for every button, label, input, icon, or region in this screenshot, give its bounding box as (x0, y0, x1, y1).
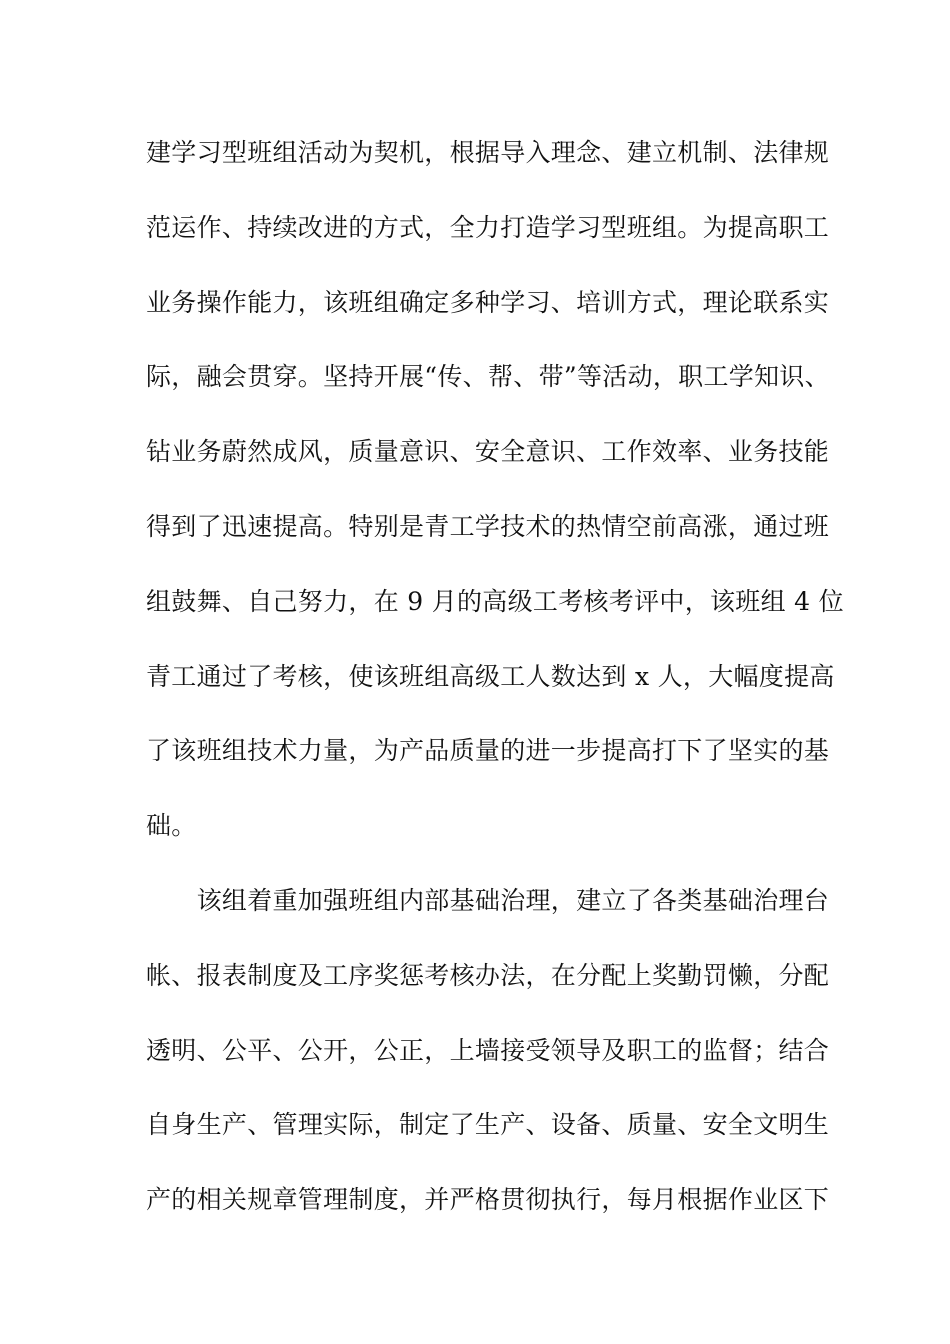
text-line-14: 自身生产、管理实际，制定了生产、设备、质量、安全文明生 (146, 1110, 830, 1140)
text-line-4: 际，融会贯穿。坚持开展“传、帮、带”等活动，职工学知识、 (146, 362, 830, 392)
text-line-12: 帐、报表制度及工序奖惩考核办法，在分配上奖勤罚懒，分配 (146, 960, 830, 990)
text-line-15: 产的相关规章管理制度，并严格贯彻执行，每月根据作业区下 (146, 1185, 830, 1215)
text-line-5: 钻业务蔚然成风，质量意识、安全意识、工作效率、业务技能 (146, 437, 830, 467)
text-line-11: 该组着重加强班组内部基础治理，建立了各类基础治理台 (146, 885, 830, 915)
text-line-13: 透明、公平、公开，公正，上墙接受领导及职工的监督；结合 (146, 1035, 830, 1065)
text-line-6: 得到了迅速提高。特别是青工学技术的热情空前高涨，通过班 (146, 511, 830, 541)
body-text (146, 128, 844, 1250)
text-line-2: 范运作、持续改进的方式，全力打造学习型班组。为提高职工 (146, 212, 830, 242)
text-line-7: 组鼓舞、自己努力，在 9 月的高级工考核考评中，该班组 4 位 (146, 586, 844, 616)
text-line-8: 青工通过了考核，使该班组高级工人数达到 x 人，大幅度提高 (146, 661, 835, 691)
text-line-3: 业务操作能力，该班组确定多种学习、培训方式，理论联系实 (146, 287, 830, 317)
text-line-9: 了该班组技术力量，为产品质量的进一步提高打下了坚实的基 (146, 736, 830, 766)
text-line-10: 础。 (146, 811, 197, 841)
text-line-1: 建学习型班组活动为契机，根据导入理念、建立机制、法律规 (146, 138, 830, 167)
